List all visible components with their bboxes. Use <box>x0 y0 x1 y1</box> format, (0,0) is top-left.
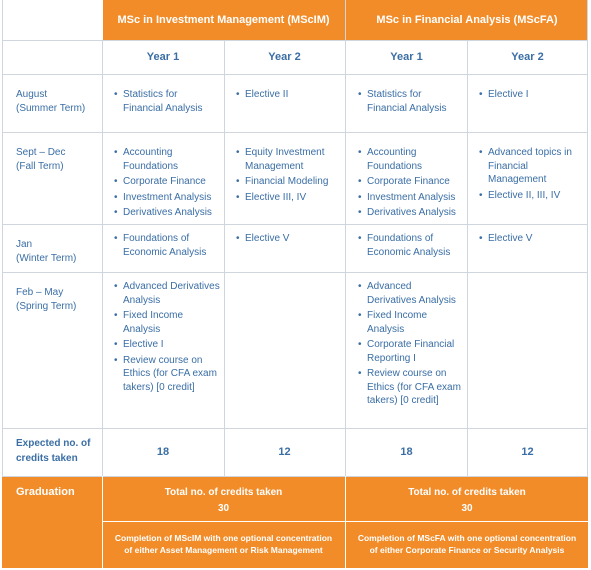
graduation-label: Graduation <box>16 486 75 498</box>
courses-aug-fa1 <box>346 74 467 132</box>
courses-aug-im1 <box>102 74 224 132</box>
course-item: • Foundations of Economic Analysis <box>358 232 463 259</box>
header-mscfa: MSc in Financial Analysis (MScFA) <box>346 0 588 40</box>
course-item: • Accounting Foundations <box>358 146 463 173</box>
grad-im-total: 30 <box>217 503 230 514</box>
courses-fall-im2 <box>224 132 345 224</box>
course-item: • Derivatives Analysis <box>114 206 220 220</box>
course-item: • Corporate Finance <box>358 175 463 189</box>
divider <box>2 476 588 477</box>
course-item: • Review course on Ethics (for CFA exam takers) [0 credit] <box>358 367 463 408</box>
courses-fall-im1 <box>102 132 224 224</box>
course-item: • Elective II <box>236 88 341 102</box>
course-item: • Elective I <box>479 88 584 102</box>
year-fa-2: Year 2 <box>467 40 588 74</box>
year-im-1: Year 1 <box>102 40 224 74</box>
header-mscim: MSc in Investment Management (MScIM) <box>102 0 345 40</box>
courses-jan-im1 <box>102 224 224 272</box>
course-item: • Derivatives Analysis <box>358 206 463 220</box>
year-im-2: Year 2 <box>224 40 345 74</box>
divider <box>102 0 103 40</box>
courses-aug-im2 <box>224 74 345 132</box>
course-item: • Accounting Foundations <box>114 146 220 173</box>
divider <box>467 40 468 476</box>
term-summer-name: August <box>16 89 48 100</box>
divider <box>102 476 103 568</box>
credits-label: Expected no. of credits taken <box>16 438 91 464</box>
divider <box>102 40 103 476</box>
divider <box>2 74 588 75</box>
course-item: • Advanced Derivatives Analysis <box>114 280 220 307</box>
courses-jan-fa2 <box>467 224 588 272</box>
courses-spring-fa1 <box>346 272 467 428</box>
course-item: • Equity Investment Management <box>236 146 341 173</box>
divider <box>345 476 346 568</box>
divider <box>2 272 588 273</box>
grad-fa-total: 30 <box>461 503 473 514</box>
term-spring-sub: (Spring Term) <box>16 301 77 312</box>
course-item: • Elective V <box>479 232 584 246</box>
course-item: • Corporate Finance <box>114 175 220 189</box>
divider <box>2 132 588 133</box>
course-item: • Statistics for Financial Analysis <box>358 88 463 115</box>
course-item: • Elective III, IV <box>236 191 341 205</box>
course-item: • Elective V <box>236 232 341 246</box>
course-item: • Investment Analysis <box>114 191 220 205</box>
course-item: • Foundations of Economic Analysis <box>114 232 220 259</box>
course-item: • Corporate Financial Reporting I <box>358 338 463 365</box>
grad-im-note: Completion of MScIM with one optional concentration of either Asset Management or Risk Management <box>114 533 333 555</box>
courses-fall-fa1 <box>346 132 467 224</box>
term-summer-sub: (Summer Term) <box>16 103 86 114</box>
term-spring <box>2 272 102 428</box>
courses-fall-fa2 <box>467 132 588 224</box>
courses-aug-fa2 <box>467 74 588 132</box>
grad-im-total-label: Total no. of credits taken <box>164 487 283 498</box>
course-item: • Elective II, III, IV <box>479 189 584 203</box>
courses-jan-im2 <box>224 224 345 272</box>
course-item: • Fixed Income Analysis <box>358 309 463 336</box>
term-winter-sub: (Winter Term) <box>16 253 77 264</box>
term-winter-name: Jan <box>16 239 33 250</box>
divider <box>2 224 588 225</box>
term-fall <box>2 132 102 224</box>
program-table <box>2 0 588 570</box>
credits-fa2: 12 <box>521 446 534 458</box>
term-fall-sub: (Fall Term) <box>16 161 64 172</box>
divider <box>587 0 588 476</box>
credits-im2: 12 <box>278 446 291 458</box>
credits-im1: 18 <box>156 446 170 458</box>
term-summer <box>2 74 102 132</box>
year-fa-1: Year 1 <box>346 40 467 74</box>
divider <box>2 40 588 41</box>
course-item: • Statistics for Financial Analysis <box>114 88 220 115</box>
course-item: • Financial Modeling <box>236 175 341 189</box>
course-item: • Fixed Income Analysis <box>114 309 220 336</box>
credits-fa1: 18 <box>400 446 413 458</box>
course-item: • Elective I <box>114 338 220 352</box>
term-fall-name: Sept – Dec <box>16 147 66 158</box>
courses-jan-fa1 <box>346 224 467 272</box>
grad-fa-note: Completion of MScFA with one optional concentration of either Corporate Finance or Security Analysis <box>357 533 577 555</box>
term-spring-name: Feb – May <box>16 287 64 298</box>
grad-fa-total-label: Total no. of credits taken <box>408 487 526 498</box>
divider <box>224 40 225 476</box>
course-item: • Review course on Ethics (for CFA exam takers) [0 credit] <box>114 354 220 395</box>
term-winter <box>2 224 102 272</box>
course-item: • Investment Analysis <box>358 191 463 205</box>
divider <box>2 0 3 476</box>
course-item: • Advanced topics in Financial Management <box>479 146 584 187</box>
course-item: • Advanced Derivatives Analysis <box>358 280 463 307</box>
divider <box>345 0 346 476</box>
courses-spring-im1 <box>102 272 224 428</box>
divider <box>2 428 588 429</box>
